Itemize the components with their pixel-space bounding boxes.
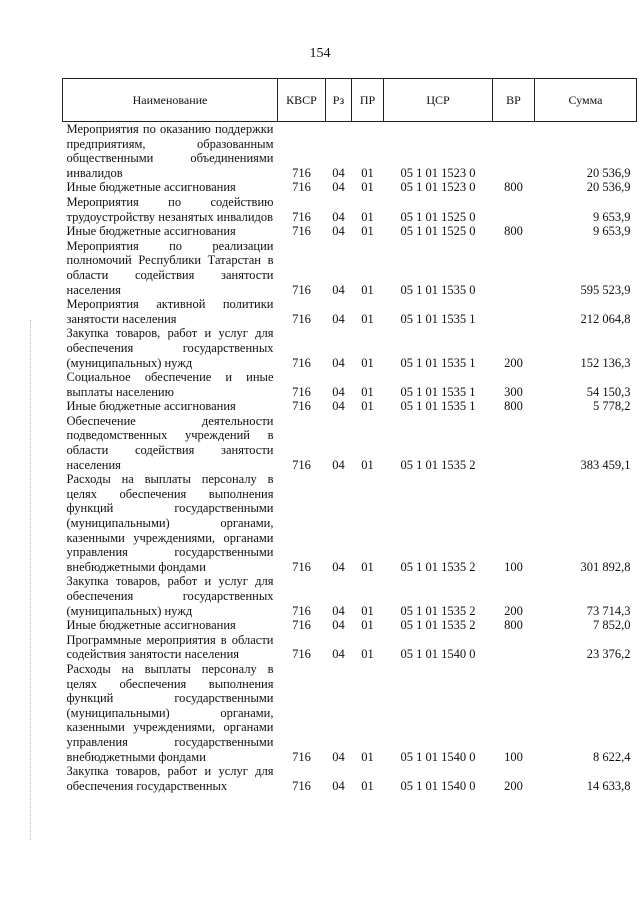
- cell-rz: 04: [332, 311, 345, 326]
- cell-pr: 01: [361, 559, 374, 574]
- cell-kvsr: 716: [292, 749, 311, 764]
- cell-vr: 800: [504, 180, 523, 195]
- cell-sum: 54 150,3: [586, 384, 631, 399]
- cell-kvsr: 716: [292, 180, 311, 195]
- cell-kvsr: 716: [292, 647, 311, 662]
- cell-csr: 05 1 01 1535 2: [400, 603, 476, 618]
- cell-csr: 05 1 01 1535 1: [400, 384, 476, 399]
- table-row: [63, 399, 637, 414]
- cell-rz: 04: [332, 559, 345, 574]
- cell-pr: 01: [361, 224, 374, 239]
- cell-pr: 01: [361, 282, 374, 297]
- cell-csr: 05 1 01 1523 0: [400, 180, 476, 195]
- cell-sum: 5 778,2: [593, 399, 631, 414]
- cell-vr: [493, 122, 535, 181]
- cell-vr: [493, 414, 535, 472]
- header-pr: ПР: [352, 79, 384, 122]
- header-rz: Рз: [326, 79, 352, 122]
- cell-name: Социальное обеспечение и иные выплаты населению: [66, 370, 274, 399]
- cell-vr: 800: [504, 618, 523, 633]
- cell-rz: 04: [332, 618, 345, 633]
- header-sum: Сумма: [535, 79, 637, 122]
- cell-vr: [493, 297, 535, 326]
- cell-name: Закупка товаров, работ и услуг для обеспечения государственных (муниципальных) нужд: [66, 574, 274, 618]
- header-vr: ВР: [493, 79, 535, 122]
- cell-csr: 05 1 01 1525 0: [400, 209, 476, 224]
- cell-name: Расходы на выплаты персоналу в целях обеспечения выполнения функций государственными (муниципальными) органами, казенными учреждениями, органами управления государственными внебюджетными фондами: [66, 661, 274, 764]
- table-row: [63, 662, 637, 764]
- cell-pr: 01: [361, 384, 374, 399]
- cell-name: Программные мероприятия в области содействия занятости населения: [66, 632, 274, 662]
- cell-rz: 04: [332, 282, 345, 297]
- cell-csr: 05 1 01 1535 1: [400, 399, 476, 414]
- cell-sum: 14 633,8: [586, 778, 631, 793]
- cell-pr: 01: [361, 603, 374, 618]
- cell-name: Закупка товаров, работ и услуг для обеспечения государственных: [66, 764, 274, 793]
- cell-pr: 01: [361, 778, 374, 793]
- header-name: Наименование: [63, 79, 278, 122]
- cell-kvsr: 716: [292, 618, 311, 633]
- cell-name: Мероприятия по содействию трудоустройству незанятых инвалидов: [66, 194, 274, 224]
- cell-vr: 300: [504, 384, 523, 399]
- cell-rz: 04: [332, 180, 345, 195]
- cell-pr: 01: [361, 457, 374, 472]
- cell-sum: 20 536,9: [586, 165, 631, 180]
- cell-pr: 01: [361, 399, 374, 414]
- cell-pr: 01: [361, 209, 374, 224]
- cell-sum: 8 622,4: [593, 749, 631, 764]
- cell-kvsr: 716: [292, 559, 311, 574]
- cell-csr: 05 1 01 1535 1: [400, 355, 476, 370]
- cell-rz: 04: [332, 603, 345, 618]
- cell-pr: 01: [361, 355, 374, 370]
- cell-sum: 212 064,8: [580, 311, 631, 326]
- cell-sum: 73 714,3: [586, 603, 631, 618]
- table-row: [63, 180, 637, 195]
- table-row: [63, 633, 637, 662]
- cell-vr: 800: [504, 399, 523, 414]
- cell-rz: 04: [332, 224, 345, 239]
- table-row: [63, 618, 637, 633]
- cell-rz: 04: [332, 647, 345, 662]
- page-number: 154: [309, 46, 331, 61]
- cell-vr: [493, 633, 535, 662]
- cell-rz: 04: [332, 749, 345, 764]
- cell-kvsr: 716: [292, 778, 311, 793]
- cell-pr: 01: [361, 180, 374, 195]
- cell-sum: 23 376,2: [586, 647, 631, 662]
- cell-name: Мероприятия по оказанию поддержки предприятиям, образованным общественными объединениями инвалидов: [66, 122, 274, 180]
- cell-name: Мероприятия по реализации полномочий Республики Татарстан в области содействия занятости населения: [66, 238, 274, 297]
- cell-kvsr: 716: [292, 282, 311, 297]
- table-row: [63, 297, 637, 326]
- table-header-row: [63, 79, 637, 122]
- cell-sum: 301 892,8: [580, 559, 631, 574]
- cell-sum: 9 653,9: [593, 224, 631, 239]
- cell-rz: 04: [332, 165, 345, 180]
- table-row: [63, 764, 637, 793]
- header-csr: ЦСР: [384, 79, 493, 122]
- cell-kvsr: 716: [292, 399, 311, 414]
- cell-csr: 05 1 01 1525 0: [400, 224, 476, 239]
- cell-csr: 05 1 01 1535 2: [400, 457, 476, 472]
- cell-pr: 01: [361, 311, 374, 326]
- cell-vr: 800: [504, 224, 523, 239]
- cell-vr: 100: [504, 559, 523, 574]
- cell-vr: 200: [504, 778, 523, 793]
- cell-vr: 200: [504, 603, 523, 618]
- table-row: [63, 472, 637, 574]
- cell-csr: 05 1 01 1540 0: [400, 749, 476, 764]
- cell-name: Закупка товаров, работ и услуг для обеспечения государственных (муниципальных) нужд: [66, 326, 274, 370]
- table-row: [63, 370, 637, 399]
- cell-rz: 04: [332, 399, 345, 414]
- cell-kvsr: 716: [292, 209, 311, 224]
- table-row: [63, 574, 637, 618]
- cell-kvsr: 716: [292, 603, 311, 618]
- table-row: [63, 414, 637, 472]
- cell-pr: 01: [361, 749, 374, 764]
- cell-name: Обеспечение деятельности подведомственных учреждений в области содействия занятости населения: [66, 413, 274, 472]
- header-kvsr: КВСР: [278, 79, 326, 122]
- cell-sum: 7 852,0: [593, 618, 631, 633]
- cell-kvsr: 716: [292, 355, 311, 370]
- cell-rz: 04: [332, 384, 345, 399]
- cell-name: Иные бюджетные ассигнования: [66, 224, 236, 239]
- cell-csr: 05 1 01 1523 0: [400, 165, 476, 180]
- cell-kvsr: 716: [292, 457, 311, 472]
- cell-rz: 04: [332, 355, 345, 370]
- cell-vr: [493, 195, 535, 224]
- budget-table: [62, 78, 637, 793]
- cell-vr: [493, 239, 535, 297]
- cell-rz: 04: [332, 209, 345, 224]
- cell-csr: 05 1 01 1535 2: [400, 559, 476, 574]
- cell-kvsr: 716: [292, 224, 311, 239]
- cell-name: Иные бюджетные ассигнования: [66, 399, 236, 414]
- cell-csr: 05 1 01 1535 0: [400, 282, 476, 297]
- cell-csr: 05 1 01 1540 0: [400, 778, 476, 793]
- cell-pr: 01: [361, 647, 374, 662]
- table-row: [63, 195, 637, 224]
- table-row: [63, 122, 637, 181]
- cell-csr: 05 1 01 1535 1: [400, 311, 476, 326]
- cell-name: Мероприятия активной политики занятости населения: [66, 297, 274, 326]
- cell-sum: 383 459,1: [580, 457, 631, 472]
- cell-name: Расходы на выплаты персоналу в целях обеспечения выполнения функций государственными (муниципальными) органами, казенными учреждениями, органами управления государственными внебюджетными фондами: [66, 472, 274, 574]
- cell-sum: 595 523,9: [580, 282, 631, 297]
- cell-csr: 05 1 01 1540 0: [400, 647, 476, 662]
- cell-sum: 9 653,9: [593, 209, 631, 224]
- cell-sum: 20 536,9: [586, 180, 631, 195]
- table-body: [63, 122, 637, 794]
- cell-kvsr: 716: [292, 311, 311, 326]
- scan-margin-line: [30, 320, 32, 840]
- cell-csr: 05 1 01 1535 2: [400, 618, 476, 633]
- table-row: [63, 224, 637, 239]
- cell-pr: 01: [361, 165, 374, 180]
- cell-rz: 04: [332, 778, 345, 793]
- cell-name: Иные бюджетные ассигнования: [66, 180, 236, 195]
- cell-vr: 200: [504, 355, 523, 370]
- table-row: [63, 326, 637, 370]
- cell-kvsr: 716: [292, 384, 311, 399]
- cell-sum: 152 136,3: [580, 355, 631, 370]
- cell-vr: 100: [504, 749, 523, 764]
- cell-pr: 01: [361, 618, 374, 633]
- cell-kvsr: 716: [292, 165, 311, 180]
- cell-rz: 04: [332, 457, 345, 472]
- table-row: [63, 239, 637, 297]
- cell-name: Иные бюджетные ассигнования: [66, 618, 236, 633]
